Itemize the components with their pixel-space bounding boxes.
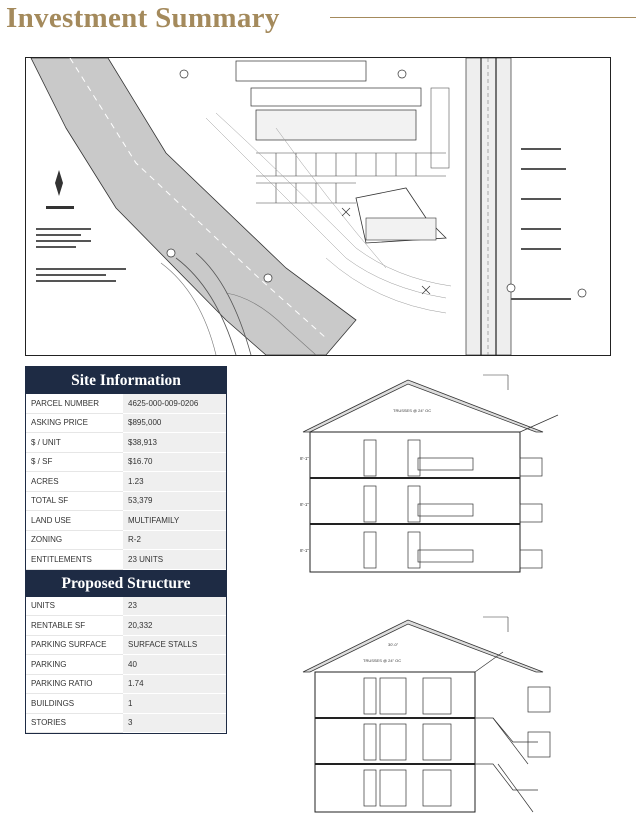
table-row — [26, 492, 226, 512]
row-label: PARKING — [26, 655, 123, 675]
row-label: ENTITLEMENTS — [26, 550, 123, 570]
row-value: 40 — [123, 655, 226, 675]
floor-height-label: 8'-1" — [300, 502, 309, 507]
row-value: $16.70 — [123, 453, 226, 473]
row-label: PARKING SURFACE — [26, 636, 123, 656]
table-row — [26, 511, 226, 531]
row-value: 53,379 — [123, 492, 226, 512]
building-section-drawing-a — [298, 370, 638, 580]
table-row — [26, 550, 226, 570]
table-row — [26, 714, 226, 734]
proposed-structure-header: Proposed Structure — [26, 570, 226, 597]
row-label: ACRES — [26, 472, 123, 492]
row-value: 1.23 — [123, 472, 226, 492]
floor-height-label: 8'-1" — [300, 456, 309, 461]
row-label: ZONING — [26, 531, 123, 551]
table-row — [26, 636, 226, 656]
building-section-drawing-b — [298, 612, 638, 828]
table-row — [26, 694, 226, 714]
row-label: PARCEL NUMBER — [26, 394, 123, 414]
page-title: Investment Summary — [6, 2, 280, 34]
row-label: $ / UNIT — [26, 433, 123, 453]
row-value: MULTIFAMILY — [123, 511, 226, 531]
site-plan-drawing — [25, 57, 611, 356]
trusses-note: TRUSSES @ 24" OC — [363, 658, 402, 663]
floor-height-label: 8'-1" — [300, 548, 309, 553]
table-row — [26, 433, 226, 453]
row-label: LAND USE — [26, 511, 123, 531]
row-label: PARKING RATIO — [26, 675, 123, 695]
row-value: 23 UNITS — [123, 550, 226, 570]
ridge-note: 30'-0" — [388, 642, 399, 647]
row-label: RENTABLE SF — [26, 616, 123, 636]
row-label: $ / SF — [26, 453, 123, 473]
row-label: BUILDINGS — [26, 694, 123, 714]
table-row — [26, 616, 226, 636]
table-row — [26, 531, 226, 551]
row-label: STORIES — [26, 714, 123, 734]
table-row — [26, 655, 226, 675]
row-value: R-2 — [123, 531, 226, 551]
row-value: $38,913 — [123, 433, 226, 453]
row-label: ASKING PRICE — [26, 414, 123, 434]
row-value: 4625-000-009-0206 — [123, 394, 226, 414]
row-value: $895,000 — [123, 414, 226, 434]
table-row — [26, 597, 226, 617]
row-value: 3 — [123, 714, 226, 734]
table-row — [26, 453, 226, 473]
site-information-header: Site Information — [26, 367, 226, 394]
row-value: 1 — [123, 694, 226, 714]
row-label: UNITS — [26, 597, 123, 617]
row-value: SURFACE STALLS — [123, 636, 226, 656]
title-divider — [330, 17, 636, 18]
table-row — [26, 472, 226, 492]
row-label: TOTAL SF — [26, 492, 123, 512]
table-row — [26, 414, 226, 434]
row-value: 20,332 — [123, 616, 226, 636]
investment-info-table — [25, 366, 227, 734]
table-row — [26, 675, 226, 695]
row-value: 1.74 — [123, 675, 226, 695]
table-row — [26, 394, 226, 414]
row-value: 23 — [123, 597, 226, 617]
trusses-note: TRUSSES @ 24" OC — [393, 408, 432, 413]
